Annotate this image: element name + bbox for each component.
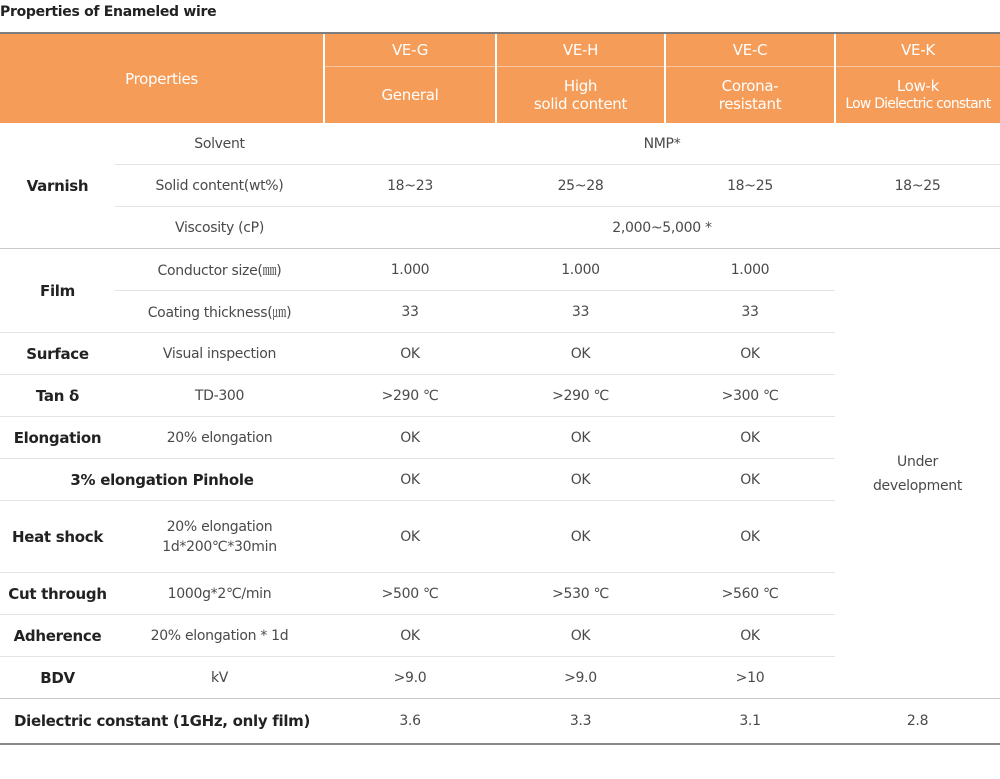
cell-value: 18~23: [324, 165, 496, 207]
cell-value: OK: [665, 333, 835, 375]
cell-value: OK: [324, 501, 496, 573]
cell-value: 3.1: [665, 699, 835, 745]
row-label-solvent: Solvent: [115, 123, 324, 165]
cell-value: 3.3: [496, 699, 665, 745]
viscosity-value: 2,000~5,000 *: [324, 207, 1000, 249]
category-surface: Surface: [0, 333, 115, 375]
category-dielectric-constant: Dielectric constant (1GHz, only film): [0, 699, 324, 745]
row-label-heat-shock: [115, 501, 324, 573]
cell-value: 18~25: [835, 165, 1000, 207]
header-desc-line: High: [563, 77, 598, 95]
cell-value: OK: [496, 417, 665, 459]
header-desc-line: solid content: [533, 95, 628, 113]
row-label-line: 20% elongation: [166, 518, 273, 535]
category-tan-delta: Tan δ: [0, 375, 115, 417]
header-desc-line: resistant: [718, 95, 782, 113]
cell-value: 33: [324, 291, 496, 333]
cell-value: >10: [665, 657, 835, 699]
row-label-td-300: TD-300: [115, 375, 324, 417]
row-label-adherence: 20% elongation * 1d: [115, 615, 324, 657]
header-desc-line: Low Dielectric constant: [845, 96, 991, 112]
cell-value: OK: [324, 615, 496, 657]
cell-value: >500 ℃: [324, 573, 496, 615]
cell-value: >530 ℃: [496, 573, 665, 615]
category-cut-through: Cut through: [0, 573, 115, 615]
table-row: [0, 123, 1000, 165]
ve-k-status-line: Under: [897, 453, 938, 470]
page-title: Properties of Enameled wire: [0, 4, 217, 20]
cell-value: 1.000: [665, 249, 835, 291]
cell-value: OK: [496, 333, 665, 375]
category-film: Film: [0, 249, 115, 333]
cell-value: OK: [324, 333, 496, 375]
table-row: [0, 207, 1000, 249]
row-label-coating-thickness: Coating thickness(㎛): [115, 291, 324, 333]
cell-value: 2.8: [835, 699, 1000, 745]
cell-value: OK: [496, 459, 665, 501]
category-elongation: Elongation: [0, 417, 115, 459]
category-adherence: Adherence: [0, 615, 115, 657]
row-label-line: 1d*200℃*30min: [162, 538, 277, 555]
table-row: [0, 249, 1000, 291]
row-label-solid-content: Solid content(wt%): [115, 165, 324, 207]
cell-value: OK: [324, 417, 496, 459]
cell-value: 1.000: [324, 249, 496, 291]
cell-value: >290 ℃: [324, 375, 496, 417]
header-code-ve-c: VE-C: [665, 33, 835, 67]
header-properties: Properties: [0, 33, 324, 123]
category-heat-shock: Heat shock: [0, 501, 115, 573]
row-label-elongation: 20% elongation: [115, 417, 324, 459]
header-desc-ve-h: [496, 67, 665, 124]
solvent-value: NMP*: [324, 123, 1000, 165]
cell-value: OK: [665, 615, 835, 657]
row-label-cut-through: 1000g*2℃/min: [115, 573, 324, 615]
table-row: [0, 165, 1000, 207]
header-desc-line: Low-k: [896, 77, 940, 95]
cell-value: OK: [324, 459, 496, 501]
ve-k-status-cell: [835, 249, 1000, 699]
table-row: [0, 699, 1000, 745]
cell-value: 1.000: [496, 249, 665, 291]
header-code-ve-g: VE-G: [324, 33, 496, 67]
header-desc-ve-k: [835, 67, 1000, 124]
category-pinhole: 3% elongation Pinhole: [0, 459, 324, 501]
cell-value: OK: [496, 615, 665, 657]
ve-k-status-line: development: [872, 477, 963, 494]
cell-value: 33: [496, 291, 665, 333]
cell-value: OK: [665, 459, 835, 501]
cell-value: >290 ℃: [496, 375, 665, 417]
cell-value: 18~25: [665, 165, 835, 207]
cell-value: >9.0: [324, 657, 496, 699]
category-bdv: BDV: [0, 657, 115, 699]
cell-value: >9.0: [496, 657, 665, 699]
category-varnish: Varnish: [0, 123, 115, 249]
cell-value: OK: [665, 501, 835, 573]
cell-value: OK: [496, 501, 665, 573]
cell-value: 33: [665, 291, 835, 333]
header-desc-line: Corona-: [721, 77, 779, 95]
header-desc-ve-g: [324, 67, 496, 124]
cell-value: 25~28: [496, 165, 665, 207]
cell-value: >560 ℃: [665, 573, 835, 615]
row-label-visual-inspection: Visual inspection: [115, 333, 324, 375]
row-label-viscosity: Viscosity (cP): [115, 207, 324, 249]
header-desc-ve-c: [665, 67, 835, 124]
cell-value: >300 ℃: [665, 375, 835, 417]
header-code-ve-k: VE-K: [835, 33, 1000, 67]
properties-table: [0, 32, 1000, 745]
cell-value: 3.6: [324, 699, 496, 745]
header-desc-line: General: [381, 86, 439, 104]
row-label-bdv: kV: [115, 657, 324, 699]
cell-value: OK: [665, 417, 835, 459]
header-code-ve-h: VE-H: [496, 33, 665, 67]
row-label-conductor-size: Conductor size(㎜): [115, 249, 324, 291]
